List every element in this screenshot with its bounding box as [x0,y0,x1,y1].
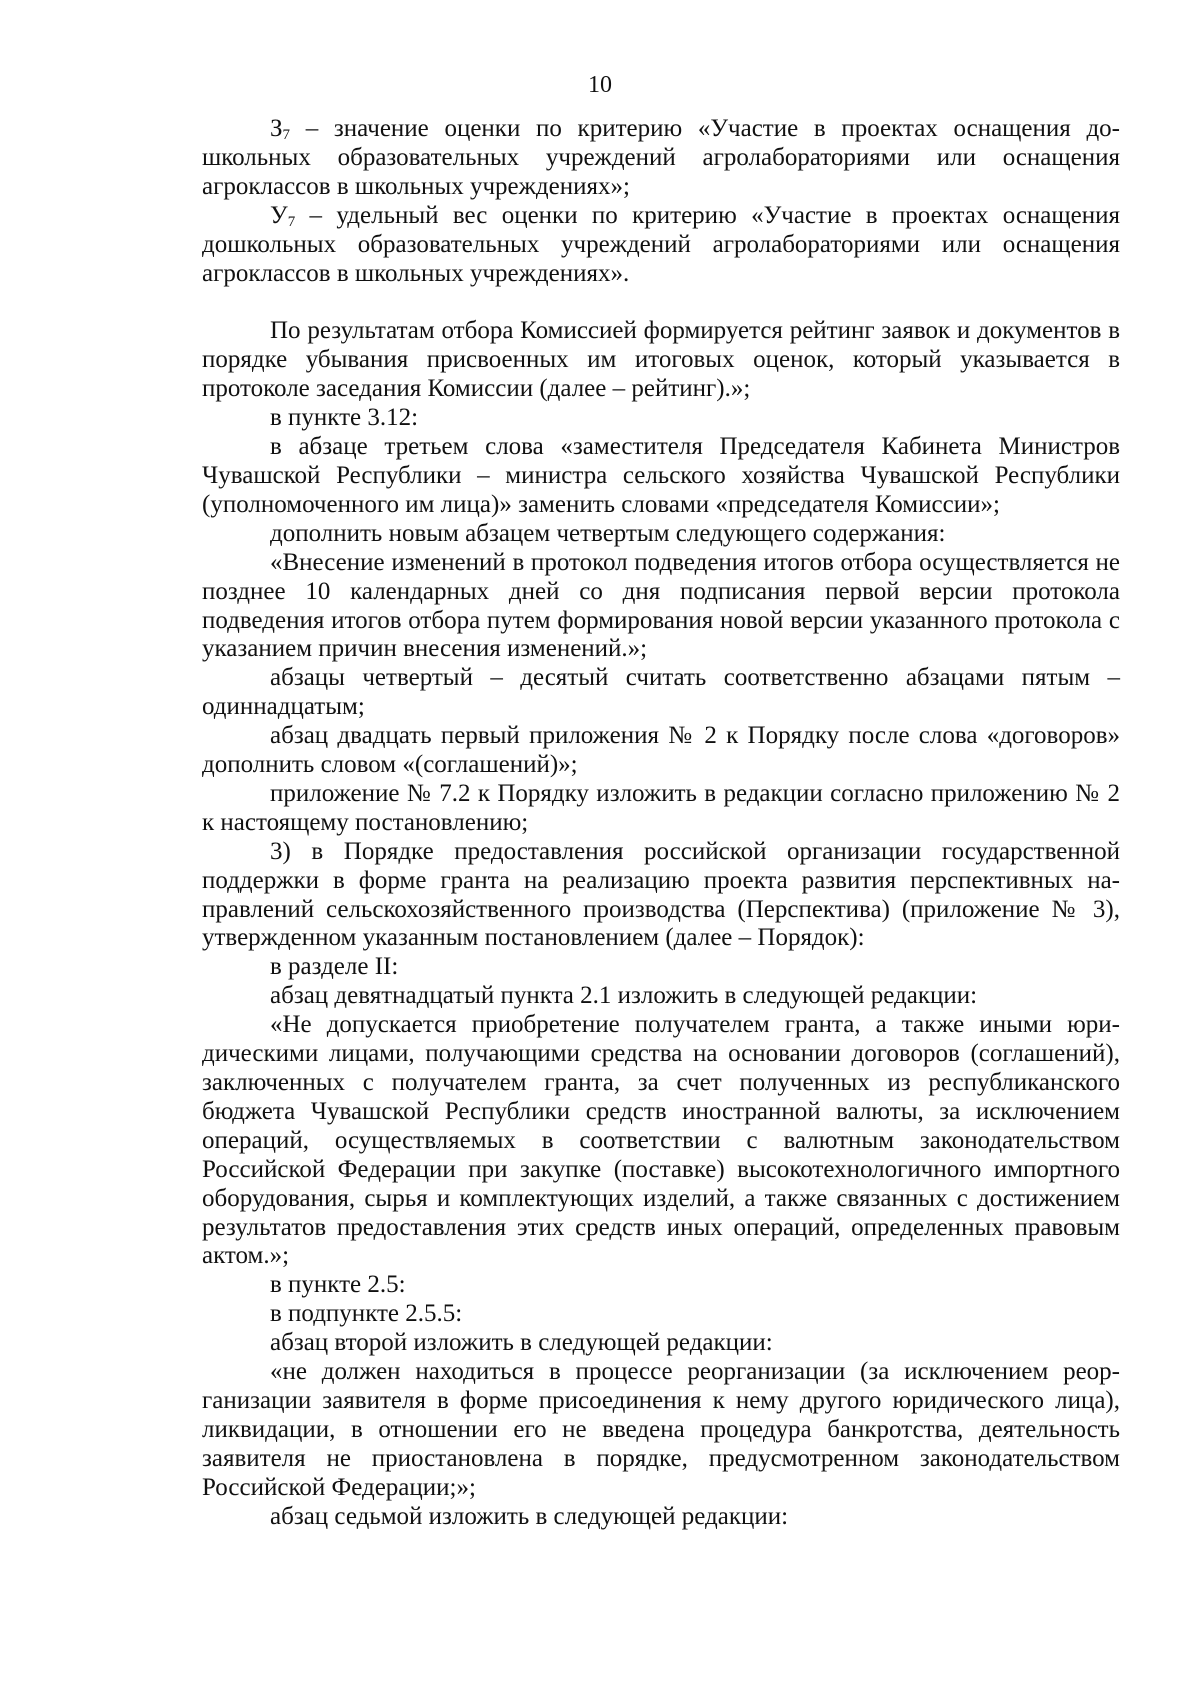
definition-text: – удельный вес оценки по критерию «Участие в проектах оснащения дошкольных образовательных учреждений агролабораториями или оснащения агроклассов в школьных учреждениях». [202,201,1120,287]
paragraph: 3) в Порядке предоставления российской организации государственной поддержки в форме гранта на реализацию проекта развития перспективных направлений сельскохозяйственного производства (Перспектива) (приложение № 3), утвержденном указанным постановлением (далее – Порядок): [202,837,1120,952]
paragraph: абзац двадцать первый приложения № 2 к Порядку после слова «договоров» дополнить словом «(соглашений)»; [202,722,1120,779]
paragraph: абзац девятнадцатый пункта 2.1 изложить в следующей редакции: [270,982,978,1010]
definition-u7 [202,202,1120,289]
definition-symbol: У [270,201,288,229]
definition-index: 7 [287,213,296,230]
paragraph: в абзаце третьем слова «заместителя Председателя Кабинета Министров Чувашской Республики – министра сельского хозяйства Чувашской Республики (уполномоченного им лица)» заменить словами «председателя Комиссии»; [202,433,1120,518]
paragraph: в разделе II: [270,953,399,981]
document-body [202,115,1120,1532]
paragraph: «не должен находиться в процессе реорганизации (за исключением реорганизации заявителя в форме присоединения к нему другого юридического лица), ликвидации, в отношении его не введена процедура банкротства, деятельность заявителя не приостановлена в порядке, предусмотренном законодательством Российской Федерации;»; [202,1358,1120,1501]
paragraph: приложение № 7.2 к Порядку изложить в редакции согласно приложению № 2 к настоящему постановлению; [202,779,1120,836]
paragraph: дополнить новым абзацем четвертым следующего содержания: [270,519,946,547]
paragraph: «Не допускается приобретение получателем гранта, а также иными юридическими лицами, получающими средства на основании договоров (соглашений), заключенных с получателем гранта, за счет полученных из республиканского бюджета Чувашской Республики средств иностранной валюты, за исключением операций, осуществляемых в соответствии с валютным законодательством Российской Федерации при закупке (поставке) высокотехнологичного импортного оборудования, сырья и комплектующих изделий, а также связанных с достижением результатов предоставления этих средств иных операций, определенных правовым актом.»; [202,1011,1120,1270]
definition-symbol: З [270,115,283,142]
paragraph: в подпункте 2.5.5: [270,1300,463,1328]
page-number: 10 [588,72,612,98]
paragraph: «Внесение изменений в протокол подведения итогов отбора осуществляется не позднее 10 календарных дней со дня подписания первой версии протокола подведения итогов отбора путем формирования новой версии указанного протокола с указанием причин внесения изменений.»; [202,548,1120,663]
paragraph: абзацы четвертый – десятый считать соответственно абзацами пятым – одиннадцатым; [202,664,1120,721]
paragraph: в пункте 3.12: [270,404,419,432]
definition-text: – значение оценки по критерию «Участие в проектах оснащения дошкольных образовательных учреждений агролабораториями или оснащения агроклассов в школьных учреждениях»; [202,115,1120,200]
paragraph: По результатам отбора Комиссией формируется рейтинг заявок и документов в порядке убывания присвоенных им итоговых оценок, который указывается в протоколе заседания Комиссии (далее – рейтинг).»; [202,317,1120,403]
paragraph: в пункте 2.5: [270,1271,406,1299]
definition-index: 7 [282,127,291,143]
definition-z7 [202,115,1120,202]
paragraph: абзац седьмой изложить в следующей редакции: [270,1502,789,1530]
paragraph: абзац второй изложить в следующей редакции: [270,1329,773,1357]
